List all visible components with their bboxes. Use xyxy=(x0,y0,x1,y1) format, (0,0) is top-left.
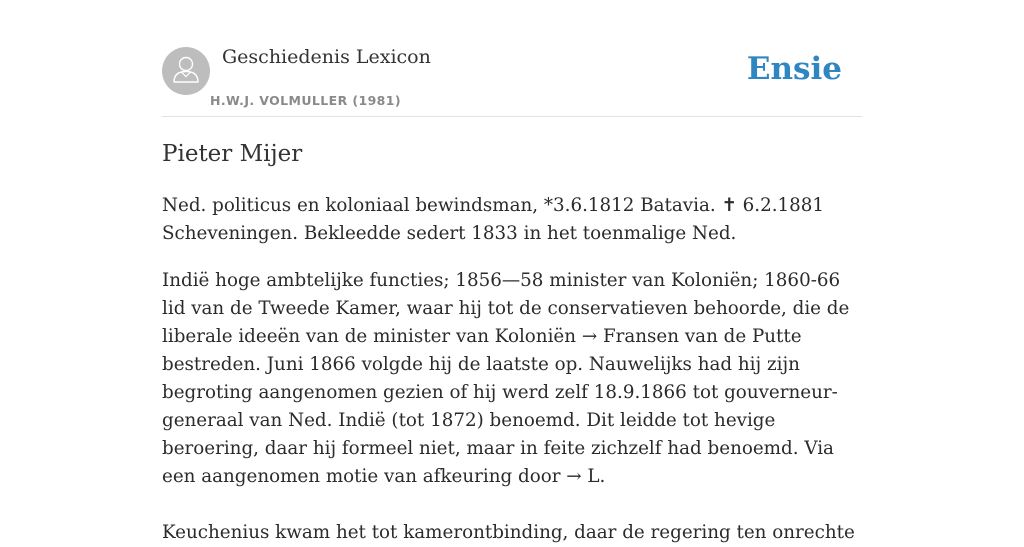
article-paragraph: Indië hoge ambtelijke functies; 1856—58 minister van Koloniën; 1860-66 lid van de Tweede Kamer, waar hij tot de conservatieven behoorde, die de liberale ideeën van de minister van Koloniën → Fransen van de Putte bestreden. Juni 1866 volgde hij de laatste op. Nauwelijks had hij zijn begroting aangenomen gezien of hij werd zelf 18.9.1866 tot gouverneur-generaal van Ned. Indië (tot 1872) benoemd. Dit leidde tot hevige beroering, daar hij formeel niet, maar in feite zichzelf had benoemd. Via een aangenomen motie van afkeuring door → L. xyxy=(162,270,850,487)
source-avatar[interactable] xyxy=(162,47,210,95)
article-body xyxy=(162,137,864,547)
entry-title: Pieter Mijer xyxy=(162,141,303,167)
source-header xyxy=(162,46,862,117)
article-paragraph: Ned. politicus en koloniaal bewindsman, *3.6.1812 Batavia. ✝ 6.2.1881 Scheveningen. Bekleedde sedert 1833 in het toenmalige Ned. xyxy=(162,195,825,244)
brand-logo-link[interactable]: Ensie xyxy=(746,51,842,87)
user-silhouette-icon xyxy=(171,53,201,89)
source-title[interactable]: Geschiedenis Lexicon xyxy=(222,46,431,68)
source-author[interactable]: H.W.J. VOLMULLER (1981) xyxy=(210,93,401,108)
article-paragraph: Keuchenius kwam het tot kamerontbinding, daar de regering ten onrechte xyxy=(162,522,855,543)
